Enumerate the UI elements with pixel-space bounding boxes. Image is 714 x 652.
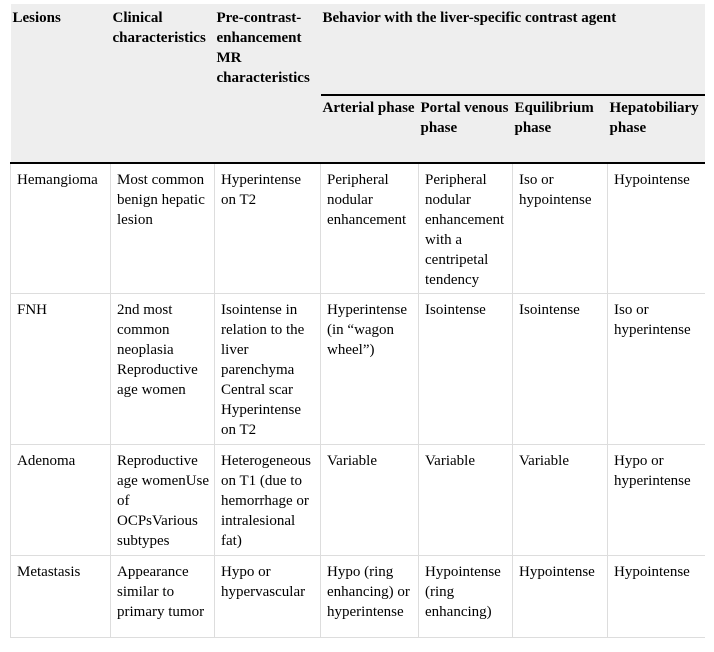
liver-lesions-table [10,4,705,638]
cell-equilibrium: Iso or hypointense [513,163,608,293]
table-row [11,163,705,293]
cell-equilibrium: Variable [513,444,608,555]
cell-arterial: Peripheral nodular enhancement [321,163,419,293]
cell-hepatobiliary: Hypointense [608,163,705,293]
cell-portal: Peripheral nodular enhancement with a centripetal tendency [419,163,513,293]
cell-clinical: Most common benign hepatic lesion [111,163,215,293]
header-portal: Portal venous phase [419,95,513,163]
cell-clinical: 2nd most common neoplasia Reproductive age women [111,293,215,444]
cell-hepatobiliary: Iso or hyperintense [608,293,705,444]
cell-arterial: Variable [321,444,419,555]
cell-precontrast: Hyperintense on T2 [215,163,321,293]
cell-portal: Isointense [419,293,513,444]
table-row [11,444,705,555]
cell-lesion: Metastasis [11,555,111,637]
header-equilibrium: Equilibrium phase [513,95,608,163]
table-header [11,4,705,163]
header-arterial: Arterial phase [321,95,419,163]
cell-precontrast: Heterogeneous on T1 (due to hemorrhage or intralesional fat) [215,444,321,555]
cell-hepatobiliary: Hypo or hyperintense [608,444,705,555]
cell-lesion: FNH [11,293,111,444]
table-row [11,293,705,444]
cell-clinical: Reproductive age womenUse of OCPsVarious subtypes [111,444,215,555]
cell-clinical: Appearance similar to primary tumor [111,555,215,637]
cell-portal: Variable [419,444,513,555]
cell-precontrast: Hypo or hypervascular [215,555,321,637]
header-behavior-group: Behavior with the liver-specific contrast agent [321,4,705,95]
header-precontrast: Pre-contrast-enhancement MR characteristics [215,4,321,163]
cell-hepatobiliary: Hypointense [608,555,705,637]
header-lesions: Lesions [11,4,111,163]
table-row [11,555,705,637]
cell-equilibrium: Isointense [513,293,608,444]
comparison-table-container [10,4,704,638]
header-clinical: Clinical characteristics [111,4,215,163]
cell-equilibrium: Hypointense [513,555,608,637]
cell-arterial: Hyperintense (in “wagon wheel”) [321,293,419,444]
cell-arterial: Hypo (ring enhancing) or hyperintense [321,555,419,637]
cell-portal: Hypointense (ring enhancing) [419,555,513,637]
cell-precontrast: Isointense in relation to the liver parenchyma Central scar Hyperintense on T2 [215,293,321,444]
table-body [11,163,705,637]
cell-lesion: Adenoma [11,444,111,555]
cell-lesion: Hemangioma [11,163,111,293]
header-hepatobiliary: Hepatobiliary phase [608,95,705,163]
